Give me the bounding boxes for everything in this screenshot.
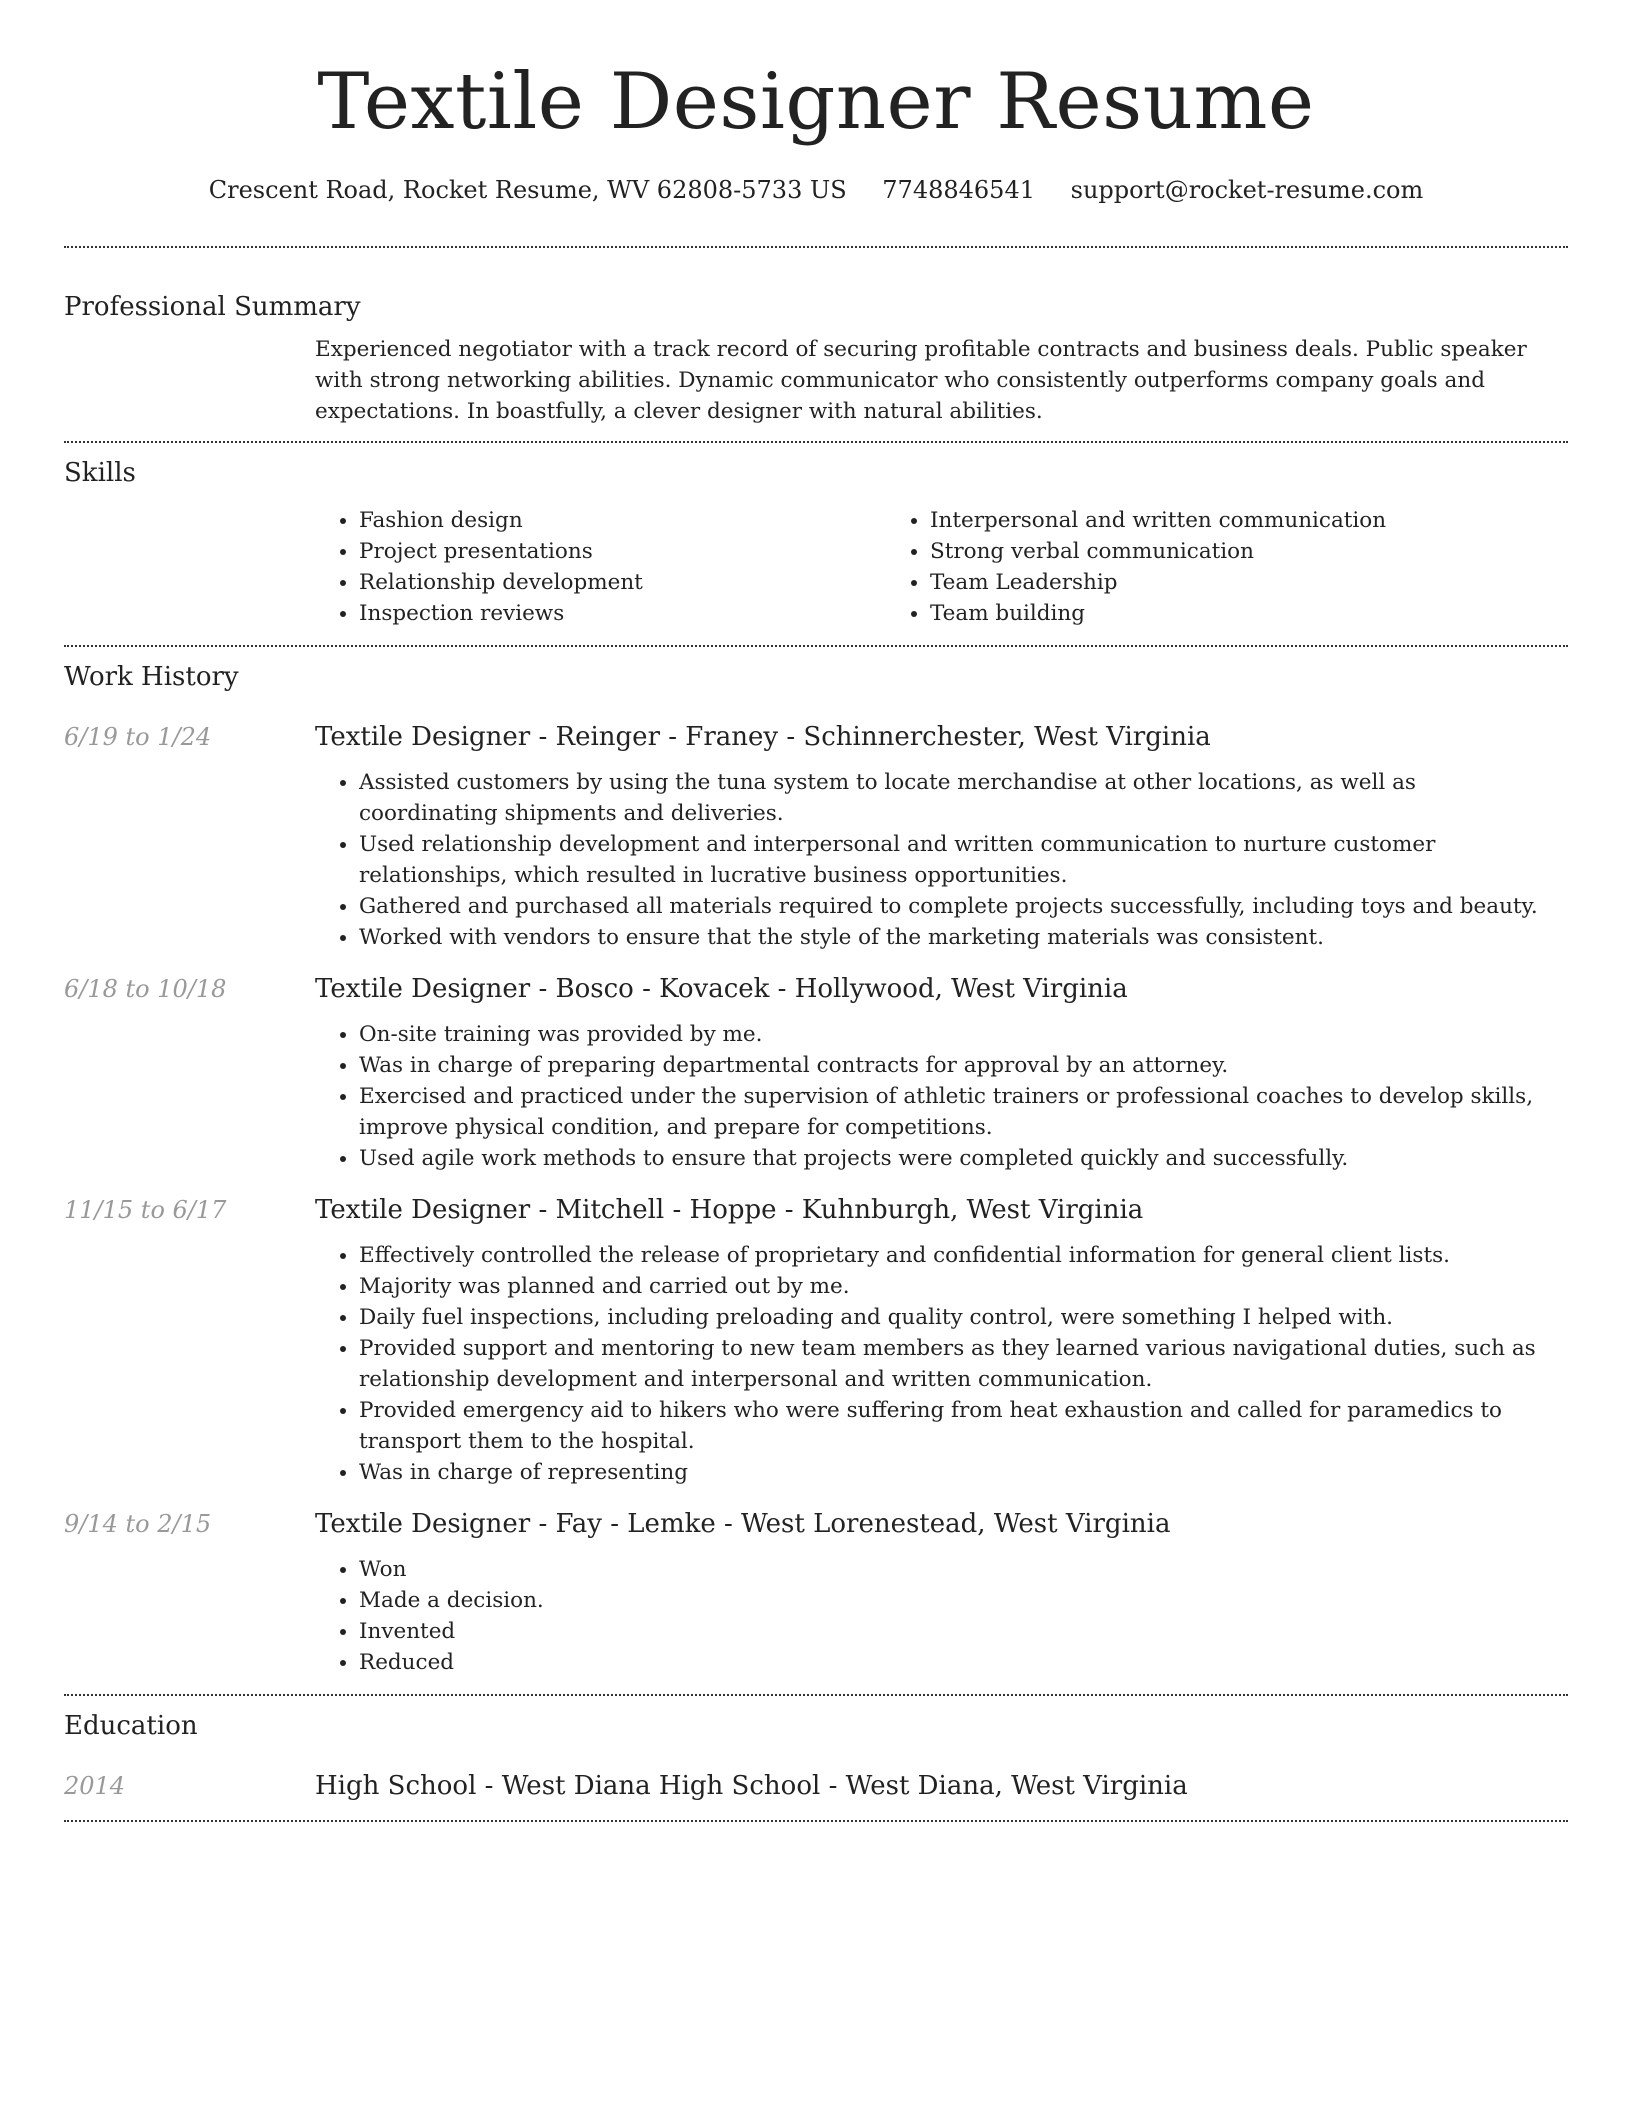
skills-heading: Skills <box>64 458 136 488</box>
skills-list <box>315 505 1568 629</box>
job-bullet: • Effectively controlled the release of proprietary and confidential information for general client lists. <box>359 1240 1548 1271</box>
summary-heading: Professional Summary <box>64 292 361 322</box>
job-entry <box>64 1192 1568 1488</box>
education-body <box>315 1768 1568 1804</box>
job-dates: 6/18 to 10/18 <box>64 975 227 1003</box>
job-bullet: • Worked with vendors to ensure that the style of the marketing materials was consistent. <box>359 922 1548 953</box>
skill-item: • Team building <box>930 598 1457 629</box>
skills-column-left <box>315 505 886 629</box>
job-body <box>315 719 1568 953</box>
skill-item: • Inspection reviews <box>359 598 886 629</box>
job-title: Textile Designer - Fay - Lemke - West Lorenestead, West Virginia <box>315 1509 1171 1539</box>
job-bullet: • Assisted customers by using the tuna system to locate merchandise at other locations, as well as coordinating shipments and deliveries. <box>359 767 1548 829</box>
contact-phone: 7748846541 <box>882 176 1035 204</box>
job-body <box>315 971 1568 1174</box>
job-bullet: • Provided emergency aid to hikers who were suffering from heat exhaustion and called for paramedics to transport them to the hospital. <box>359 1395 1548 1457</box>
job-entry <box>64 1506 1568 1678</box>
job-bullet: • Made a decision. <box>359 1585 1548 1616</box>
skill-item: • Interpersonal and written communication <box>930 505 1457 536</box>
job-entry <box>64 971 1568 1174</box>
job-bullets <box>315 767 1568 953</box>
job-body <box>315 1506 1568 1678</box>
section-divider <box>64 1694 1568 1696</box>
section-divider <box>64 441 1568 443</box>
job-dates: 9/14 to 2/15 <box>64 1510 212 1538</box>
section-divider <box>64 246 1568 248</box>
skill-item: • Strong verbal communication <box>930 536 1457 567</box>
job-bullet: • Used relationship development and interpersonal and written communication to nurture customer relationships, which resulted in lucrative business opportunities. <box>359 829 1548 891</box>
job-body <box>315 1192 1568 1488</box>
job-bullet: • Was in charge of representing <box>359 1457 1548 1488</box>
contact-line <box>64 174 1568 206</box>
education-title: High School - West Diana High School - West Diana, West Virginia <box>315 1771 1188 1801</box>
job-dates: 6/19 to 1/24 <box>64 723 212 751</box>
job-bullets <box>315 1240 1568 1488</box>
job-bullet: • Won <box>359 1554 1548 1585</box>
job-bullet: • Reduced <box>359 1647 1548 1678</box>
skills-column-right <box>886 505 1457 629</box>
job-bullets <box>315 1019 1568 1174</box>
summary-text: Experienced negotiator with a track record of securing profitable contracts and business deals. Public speaker with strong networking abilities. Dynamic communicator who consistently outperforms company goals and expectations. In boastfully, a clever designer with natural abilities. <box>315 337 1527 424</box>
resume-title: Textile Designer Resume <box>317 57 1315 147</box>
contact-email: support@rocket-resume.com <box>1070 176 1424 204</box>
job-dates: 11/15 to 6/17 <box>64 1196 227 1224</box>
job-bullet: • On-site training was provided by me. <box>359 1019 1548 1050</box>
job-bullet: • Majority was planned and carried out by me. <box>359 1271 1548 1302</box>
skill-item: • Project presentations <box>359 536 886 567</box>
job-bullet: • Exercised and practiced under the supervision of athletic trainers or professional coaches to develop skills, improve physical condition, and prepare for competitions. <box>359 1081 1548 1143</box>
job-title: Textile Designer - Mitchell - Hoppe - Kuhnburgh, West Virginia <box>315 1195 1144 1225</box>
education-heading: Education <box>64 1711 198 1741</box>
job-bullet: • Was in charge of preparing departmental contracts for approval by an attorney. <box>359 1050 1548 1081</box>
job-bullet: • Used agile work methods to ensure that projects were completed quickly and successfully. <box>359 1143 1548 1174</box>
skill-item: • Fashion design <box>359 505 886 536</box>
job-bullet: • Provided support and mentoring to new team members as they learned various navigational duties, such as relationship development and interpersonal and written communication. <box>359 1333 1548 1395</box>
job-entry <box>64 719 1568 953</box>
section-divider <box>64 1820 1568 1822</box>
job-bullet: • Daily fuel inspections, including preloading and quality control, were something I helped with. <box>359 1302 1548 1333</box>
job-title: Textile Designer - Bosco - Kovacek - Hollywood, West Virginia <box>315 974 1128 1004</box>
work-heading: Work History <box>64 662 239 692</box>
contact-address: Crescent Road, Rocket Resume, WV 62808-5733 US <box>208 176 847 204</box>
job-bullets <box>315 1554 1568 1678</box>
skill-item: • Team Leadership <box>930 567 1457 598</box>
skill-item: • Relationship development <box>359 567 886 598</box>
education-entry <box>64 1768 1568 1804</box>
education-year: 2014 <box>64 1772 126 1800</box>
job-bullet: • Gathered and purchased all materials required to complete projects successfully, including toys and beauty. <box>359 891 1548 922</box>
work-history <box>64 719 1568 1678</box>
section-divider <box>64 645 1568 647</box>
job-bullet: • Invented <box>359 1616 1548 1647</box>
job-title: Textile Designer - Reinger - Franey - Schinnerchester, West Virginia <box>315 722 1211 752</box>
